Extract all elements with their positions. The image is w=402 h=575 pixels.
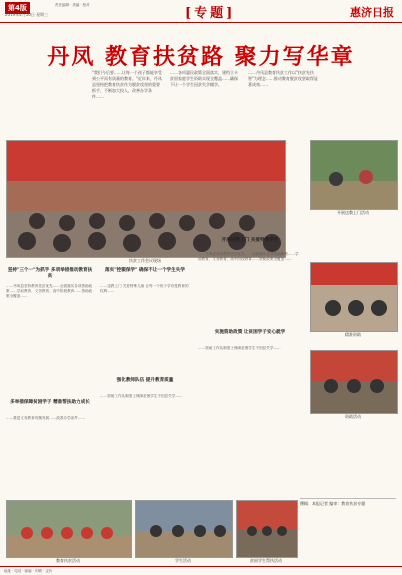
grant-photo [310, 350, 398, 414]
section-title: [专题] [185, 6, 236, 21]
body-column-2: ……推进义务教育均衡发展……改善办学条件…… [6, 416, 86, 420]
body-column-4: ……资助工作从制度上保障贫困学生不因贫失学…… [100, 394, 183, 398]
newspaper-logo: 惠济日报 [350, 6, 394, 19]
intro-column-3: ……丹凤县教育扶贫工作以"扶贫先扶智"为理念……推动教育脱贫攻坚取得显著成效…… [248, 70, 318, 87]
page-headline: 丹凤 教育扶贫路 聚力写华章 [47, 44, 355, 70]
page-number: 第4版 [5, 2, 30, 14]
body-column-5: ……丹凤县坚持教育扶贫优先……全面落实各项资助政策……学前教育、义务教育、高中阶段教育……资助政策全覆盖…… [198, 252, 299, 262]
subhead-5: 开展送教上门 关爱特殊学生 [221, 238, 279, 243]
group-photo-caption: 贫困学生帮扶活动 [250, 558, 282, 563]
page-footer: 地址 · 电话 · 邮编 · 印刷 · 定价 [0, 566, 402, 575]
grant-photo-caption: 资助活动 [345, 414, 361, 419]
intro-column-1: "我们今后要……让每一个孩子都能享受到公平而有质量的教育。"近年来，丹凤县坚持把教育扶贫作为脱贫攻坚的重要抓手，不断加大投入，改善办学条件…… [92, 70, 162, 99]
visit-photo-caption: 开展送教上门活动 [337, 210, 369, 215]
editor-credits: 责任编辑 · 美编 · 校对 [55, 3, 90, 7]
class-photo-caption: 学生活动 [175, 558, 191, 563]
issue-date: 2019年4月10日 星期三 [5, 12, 49, 17]
subhead-3: 落实"控辍保学" 确保不让一个学生失学 [105, 268, 185, 273]
students-photo-caption: 教育扶贫活动 [56, 558, 80, 563]
subhead-1: 坚持"三个一"为抓手 多项举措推动教育扶贫 [7, 268, 93, 279]
students-photo [6, 500, 132, 558]
masthead [0, 0, 402, 23]
class-photo [135, 500, 233, 558]
body-column-3: ……送教上门 关爱特殊儿童 让每一个孩子享有受教育的权利…… [100, 284, 189, 294]
staff-credits: 撰稿：本报记者 编审：教育扶贫专题 [300, 498, 396, 507]
subhead-4: 强化教师队伍 提升教育质量 [116, 378, 174, 383]
aid-photo [310, 262, 398, 332]
subhead-2: 多举措保障贫困学子 精准帮扶助力成长 [10, 400, 90, 405]
body-column-6: ……资助工作从制度上保障贫困学生不因贫失学…… [198, 346, 281, 350]
group-photo [236, 500, 298, 558]
aid-photo-caption: 精准资助 [345, 332, 361, 337]
body-column-1: ……丹凤县坚持教育扶贫优先……全面落实各项资助政策……学前教育、义务教育、高中阶段教育……资助政策全覆盖…… [6, 284, 93, 299]
intro-column-2: ……各项惠民政策全面落实，建档立卡贫困家庭学生资助实现全覆盖……确保不让一个学生因贫失学辍学。 [170, 70, 238, 87]
visit-photo [310, 140, 398, 210]
subhead-6: 实施资助政策 让贫困学子安心就学 [214, 330, 286, 335]
meeting-photo-caption: 扶贫工作会议现场 [129, 258, 161, 263]
